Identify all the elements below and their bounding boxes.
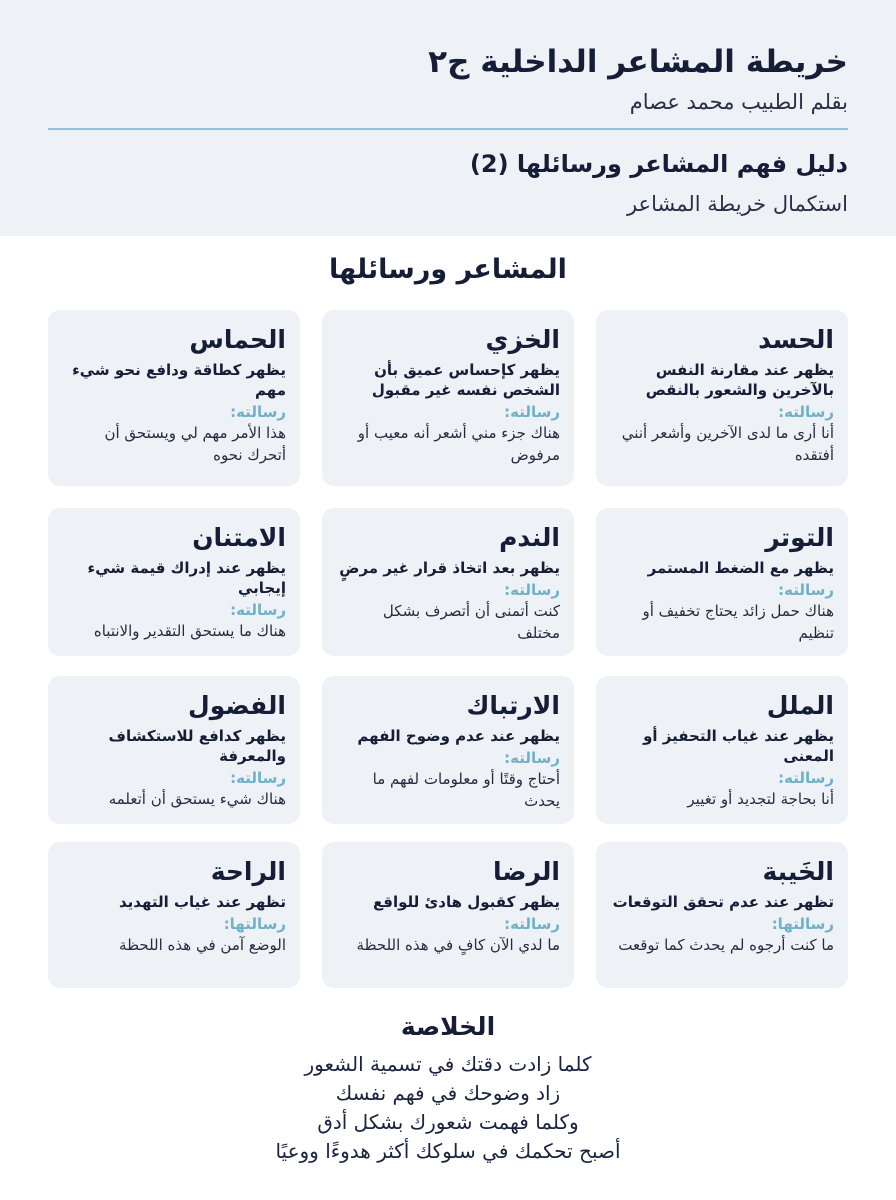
guide-subtitle: استكمال خريطة المشاعر (626, 192, 848, 216)
summary-text (0, 1050, 896, 1166)
message-label: رسالته: (778, 581, 834, 599)
emotion-card-envy (596, 310, 848, 486)
emotion-message: كنت أتمنى أن أتصرف بشكل مختلف (382, 602, 560, 642)
summary-line: زاد وضوحك في فهم نفسك (335, 1081, 561, 1105)
emotion-card-relief (48, 842, 300, 988)
emotion-description: تظهر عند غياب التهديد (118, 893, 286, 911)
emotion-card-enthusiasm (48, 310, 300, 486)
emotion-card-gratitude (48, 508, 300, 656)
message-label: رسالته: (504, 403, 560, 421)
emotion-name: الراحة (210, 857, 286, 886)
emotion-card-curiosity (48, 676, 300, 824)
emotion-description: يظهر كدافع للاستكشاف والمعرفة (108, 727, 286, 765)
emotion-message: هذا الأمر مهم لي ويستحق أن أتحرك نحوه (104, 424, 286, 464)
message-label: رسالته: (230, 769, 286, 787)
emotion-card-stress (596, 508, 848, 656)
summary-line: كلما زادت دقتك في تسمية الشعور (304, 1052, 592, 1076)
message-label: رسالتها: (771, 915, 834, 933)
message-label: رسالته: (504, 581, 560, 599)
emotion-name: الامتنان (192, 523, 286, 552)
emotion-description: يظهر كطاقة ودافع نحو شيء مهم (72, 361, 286, 399)
emotion-description: يظهر بعد اتخاذ قرار غير مرضٍ (339, 559, 560, 577)
message-label: رسالته: (230, 403, 286, 421)
message-label: رسالته: (504, 915, 560, 933)
emotion-message: أنا أرى ما لدى الآخرين وأشعر أنني أفتقده (621, 424, 834, 464)
emotion-card-shame (322, 310, 574, 486)
emotion-name: الخزي (485, 325, 560, 354)
emotion-message: أحتاج وقتًا أو معلومات لفهم ما يحدث (372, 770, 560, 810)
emotion-name: الملل (766, 691, 834, 720)
emotion-message: ما كنت أرجوه لم يحدث كما توقعت (618, 936, 834, 954)
emotion-card-disappointment (596, 842, 848, 988)
emotion-message: ما لدي الآن كافٍ في هذه اللحظة (356, 936, 560, 954)
header-divider (48, 128, 848, 130)
emotion-name: الحماس (189, 325, 286, 354)
emotion-card-contentment (322, 842, 574, 988)
emotion-message: أنا بحاجة لتجديد أو تغيير (687, 790, 834, 808)
section-heading: المشاعر ورسائلها (329, 254, 567, 285)
header-panel (0, 0, 896, 236)
emotion-description: تظهر عند عدم تحقق التوقعات (612, 893, 834, 911)
emotion-name: الارتباك (466, 691, 560, 720)
summary-line: أصبح تحكمك في سلوكك أكثر هدوءًا ووعيًا (275, 1139, 621, 1163)
page-title: خريطة المشاعر الداخلية ج٢ (428, 44, 848, 80)
emotion-message: هناك شيء يستحق أن أتعلمه (108, 790, 286, 808)
emotion-name: الفضول (188, 691, 286, 720)
author-line: بقلم الطبيب محمد عصام (629, 90, 848, 114)
emotion-message: هناك جزء مني أشعر أنه معيب أو مرفوض (357, 424, 560, 464)
emotion-card-regret (322, 508, 574, 656)
emotion-card-boredom (596, 676, 848, 824)
guide-title: دليل فهم المشاعر ورسائلها (2) (469, 150, 848, 178)
summary-title: الخلاصة (400, 1012, 496, 1041)
emotion-card-confusion (322, 676, 574, 824)
emotion-message: هناك حمل زائد يحتاج تخفيف أو تنظيم (642, 602, 834, 642)
emotion-message: هناك ما يستحق التقدير والانتباه (93, 622, 286, 640)
emotion-name: الحسد (758, 325, 834, 354)
emotion-message: الوضع آمن في هذه اللحظة (119, 936, 286, 954)
emotion-name: الرضا (492, 857, 560, 886)
emotion-description: يظهر عند مقارنة النفس بالآخرين والشعور بالنقص (645, 361, 834, 399)
emotion-description: يظهر كإحساس عميق بأن الشخص نفسه غير مقبول (371, 361, 560, 399)
emotion-name: الندم (499, 523, 560, 552)
emotion-description: يظهر كقبول هادئ للواقع (372, 893, 560, 911)
emotion-name: التوتر (765, 523, 834, 552)
message-label: رسالته: (504, 749, 560, 767)
emotion-description: يظهر مع الضغط المستمر (647, 559, 834, 577)
summary-line: وكلما فهمت شعورك بشكل أدق (317, 1110, 579, 1134)
emotion-name: الخَيبة (762, 857, 834, 886)
message-label: رسالتها: (223, 915, 286, 933)
emotion-description: يظهر عند عدم وضوح الفهم (357, 727, 560, 745)
emotion-description: يظهر عند إدراك قيمة شيء إيجابي (87, 559, 286, 597)
emotion-description: يظهر عند غياب التحفيز أو المعنى (643, 727, 834, 765)
message-label: رسالته: (778, 769, 834, 787)
message-label: رسالته: (230, 601, 286, 619)
message-label: رسالته: (778, 403, 834, 421)
